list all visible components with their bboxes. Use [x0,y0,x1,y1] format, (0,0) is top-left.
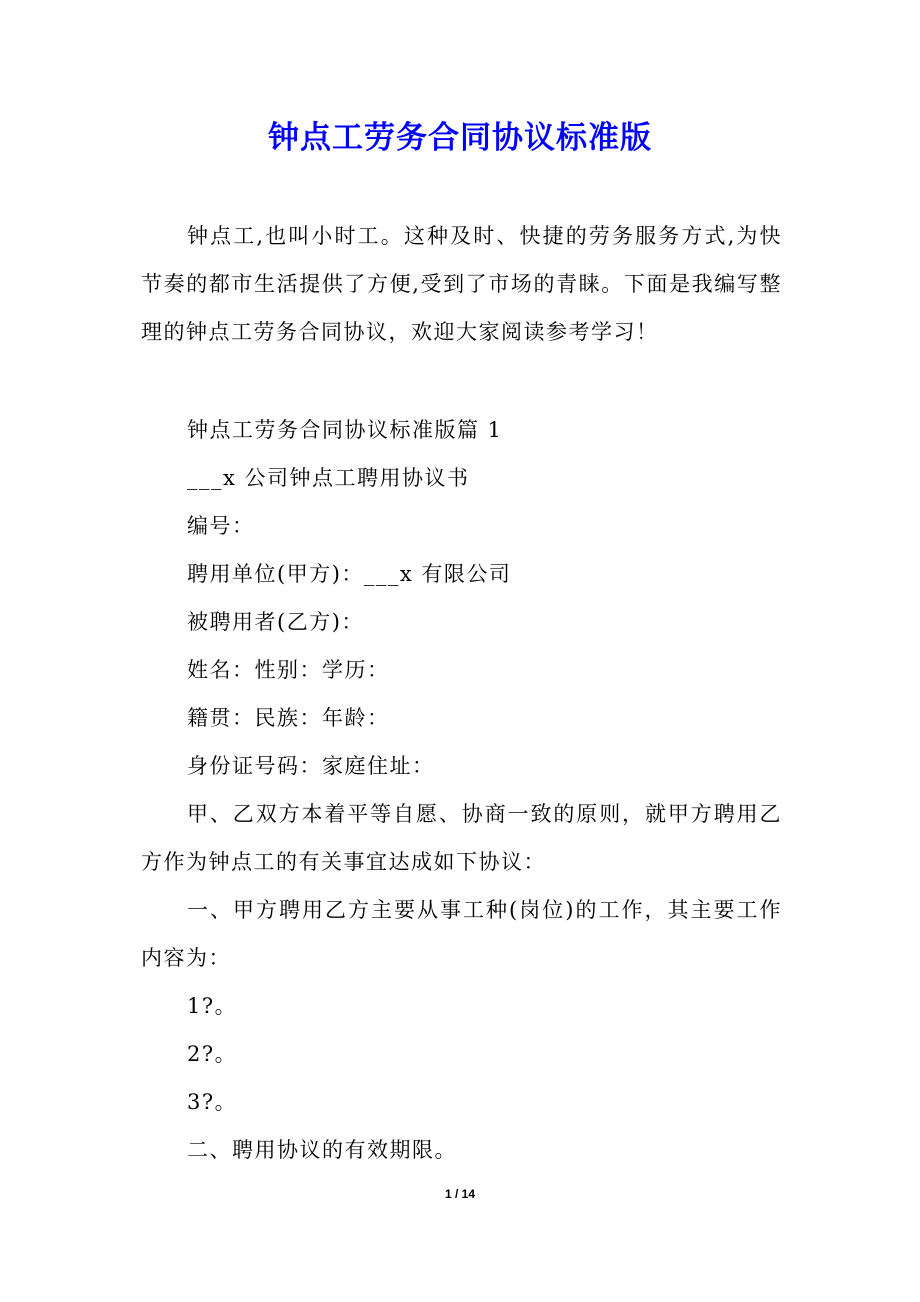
paragraph-spacer [141,356,782,406]
principle-paragraph: 甲、乙双方本着平等自愿、协商一致的原则，就甲方聘用乙方作为钟点工的有关事宜达成如下协议： [141,802,782,874]
clause-two-paragraph: 二、聘用协议的有效期限。 [187,1138,457,1162]
work-item-1: 1?。 [187,994,238,1018]
clause-one-paragraph: 一、甲方聘用乙方主要从事工种(岗位)的工作，其主要工作内容为： [141,898,782,970]
serial-number-line: 编号： [187,514,255,538]
work-item-2: 2?。 [187,1042,238,1066]
intro-paragraph: 钟点工,也叫小时工。这种及时、快捷的劳务服务方式,为快节奏的都市生活提供了方便,受到了市场的青睐。下面是我编写整理的钟点工劳务合同协议，欢迎大家阅读参考学习！ [141,224,782,344]
id-address-line: 身份证号码：家庭住址： [187,754,435,778]
employer-line: 聘用单位(甲方)：___x 有限公司 [187,562,512,586]
page-number: 1 / 14 [444,1187,476,1201]
work-item-3: 3?。 [187,1090,238,1114]
document-title: 钟点工劳务合同协议标准版 [268,120,652,156]
origin-ethnicity-age-line: 籍贯：民族：年龄： [187,706,390,730]
agreement-title-line: ___x 公司钟点工聘用协议书 [187,466,470,490]
name-gender-education-line: 姓名：性别：学历： [187,658,390,682]
document-body [141,212,782,1174]
section-heading: 钟点工劳务合同协议标准版篇 1 [187,418,503,442]
employee-line: 被聘用者(乙方)： [187,610,364,634]
